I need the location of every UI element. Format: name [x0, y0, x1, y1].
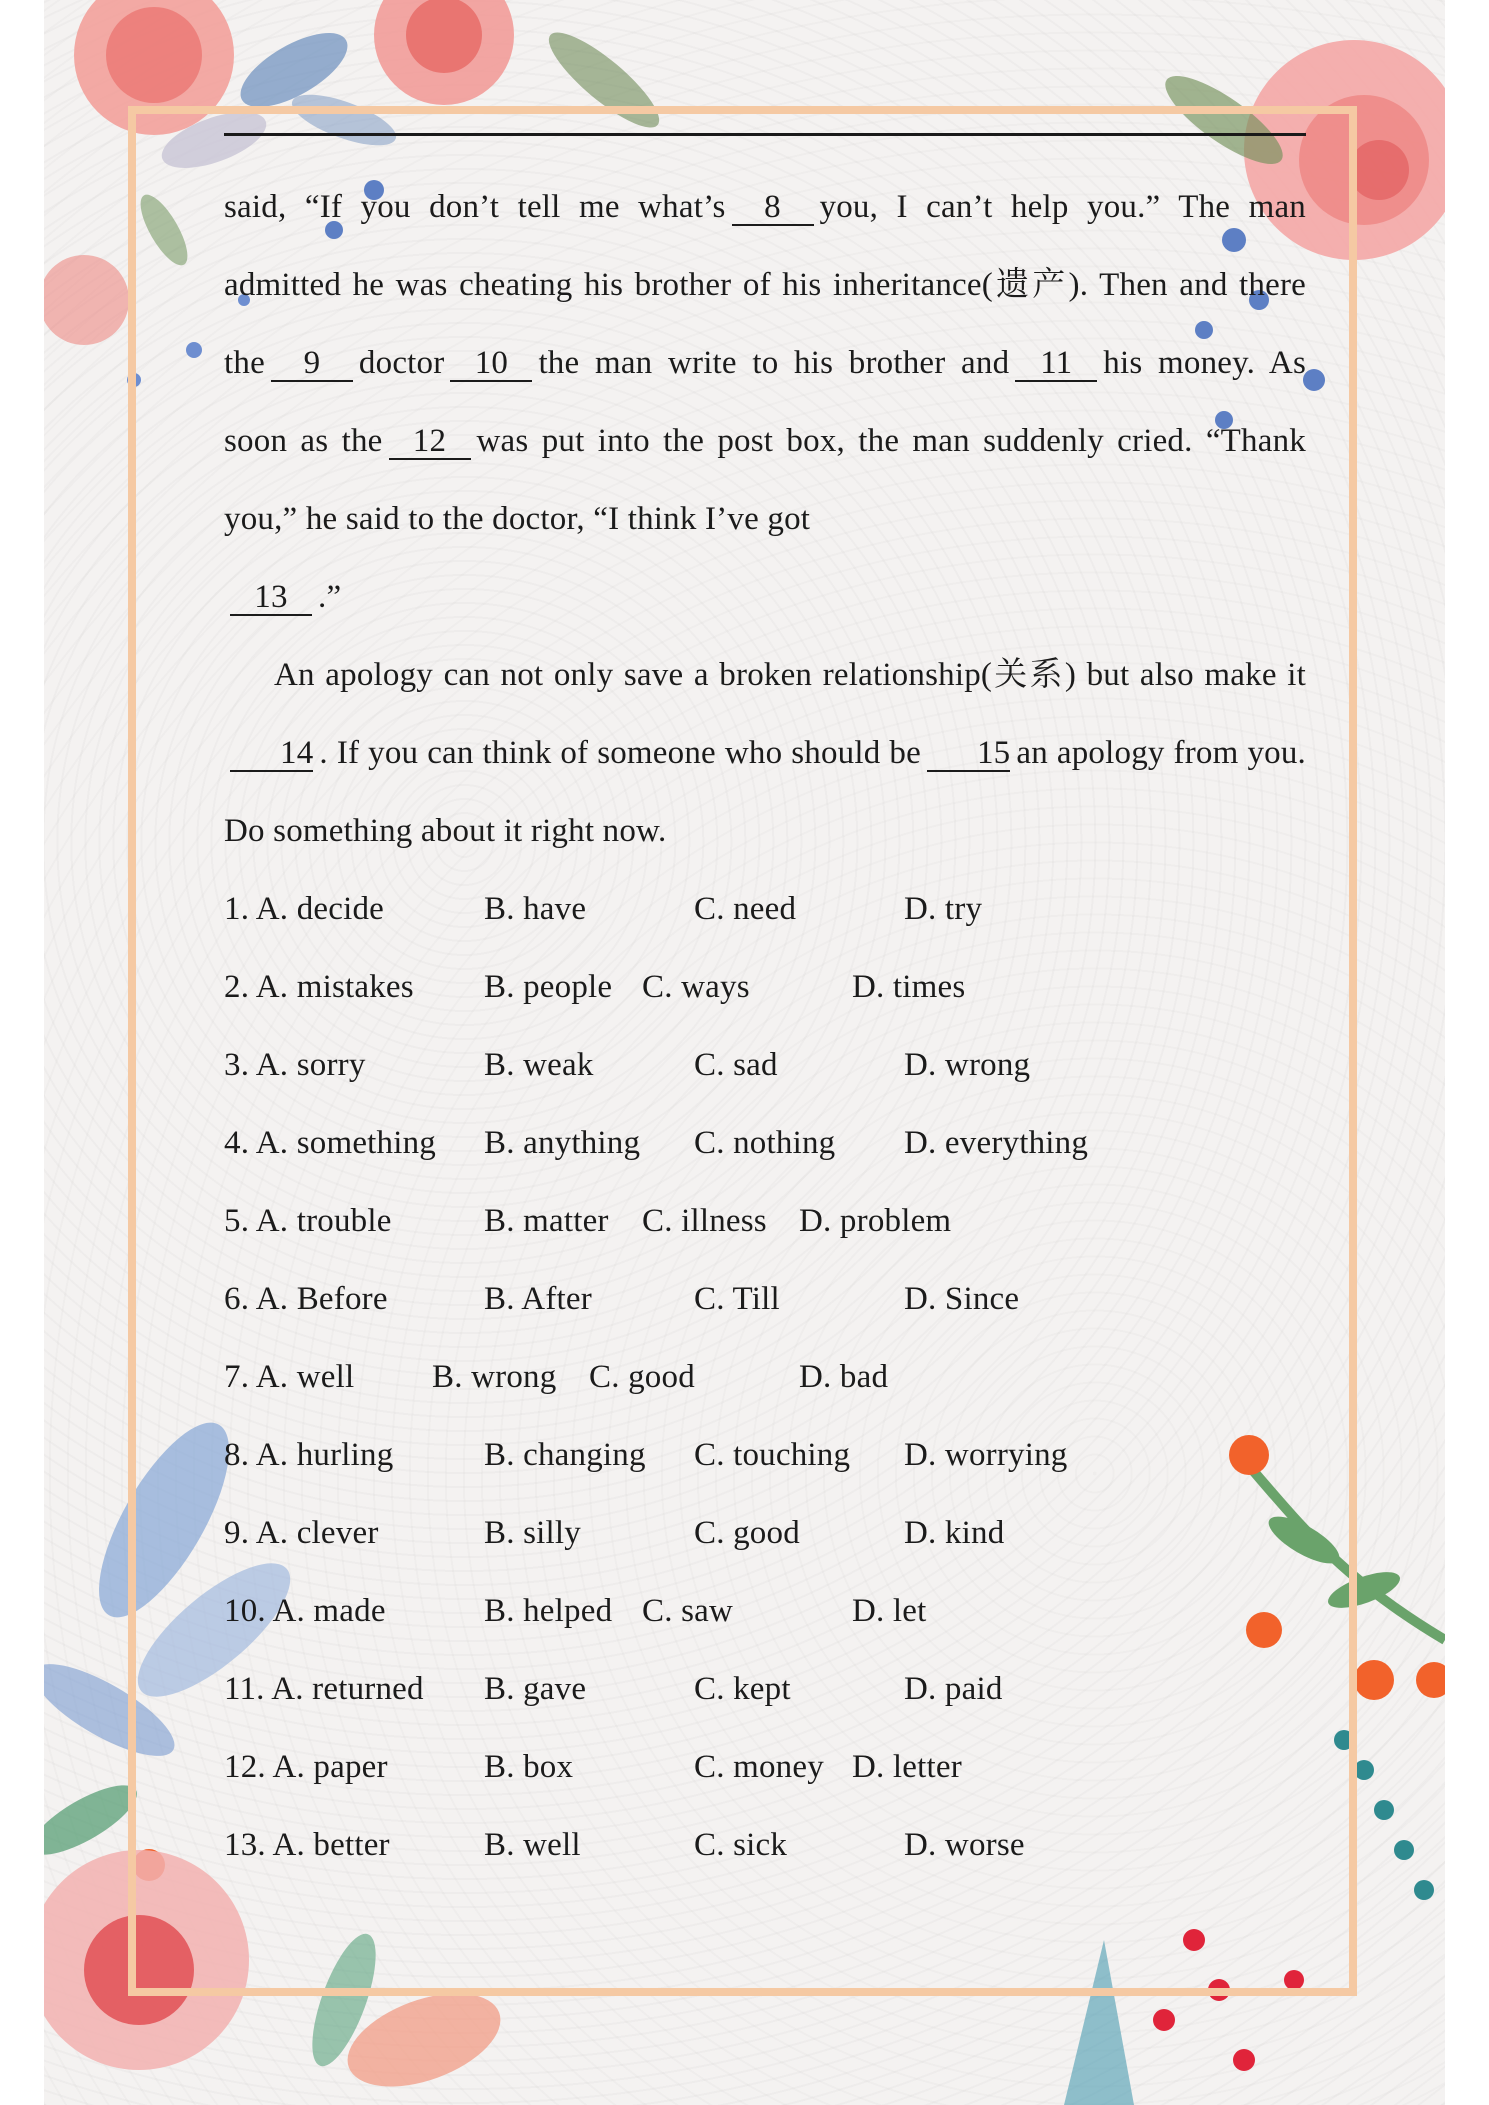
question-row [224, 1728, 1306, 1806]
option-c[interactable]: C. kept [694, 1671, 791, 1707]
option-b[interactable]: B. box [484, 1749, 574, 1785]
answer-options [224, 870, 1306, 1884]
option-b[interactable]: B. matter [484, 1203, 609, 1239]
option-d[interactable]: D. worrying [904, 1437, 1068, 1473]
option-d[interactable]: D. let [852, 1593, 927, 1629]
option-c[interactable]: C. Till [694, 1281, 780, 1317]
question-row [224, 870, 1306, 948]
option-a[interactable]: 9. A. clever [224, 1515, 379, 1551]
blank-9[interactable]: 9 [271, 346, 353, 382]
question-row [224, 1338, 1306, 1416]
option-d[interactable]: D. paid [904, 1671, 1003, 1707]
blank-15[interactable]: 15 [927, 736, 1010, 772]
option-c[interactable]: C. saw [642, 1593, 734, 1629]
option-b[interactable]: B. weak [484, 1047, 594, 1083]
option-d[interactable]: D. try [904, 891, 983, 927]
option-d[interactable]: D. worse [904, 1827, 1025, 1863]
option-d[interactable]: D. times [852, 969, 966, 1005]
blank-13[interactable]: 13 [230, 580, 312, 616]
option-b[interactable]: B. helped [484, 1593, 613, 1629]
option-a[interactable]: 10. A. made [224, 1593, 386, 1629]
passage-paragraph-1: said, “If you don’t tell me what’s 8 you, I can’t help you.” The man admitted he was cheating his brother of his inheritance(遗产). Then and there the 9 doctor 10 the man write to his brother and 11 his money. As soon as the 12 was put into the post box, the man suddenly cried. “Thank you,” he said to the doctor, “I think I’ve got 13 .” [224, 189, 1306, 615]
option-c[interactable]: C. need [694, 891, 797, 927]
option-b[interactable]: B. people [484, 969, 613, 1005]
option-c[interactable]: C. good [589, 1359, 695, 1395]
option-c[interactable]: C. touching [694, 1437, 851, 1473]
option-a[interactable]: 5. A. trouble [224, 1203, 392, 1239]
option-c[interactable]: C. money [694, 1749, 824, 1785]
passage-paragraph-2: An apology can not only save a broken relationship(关系) but also make it14 . If you can think of someone who should be 15 an apology from you. Do something about it right now. [224, 657, 1307, 849]
option-a[interactable]: 2. A. mistakes [224, 969, 414, 1005]
page [44, 0, 1445, 2105]
option-a[interactable]: 13. A. better [224, 1827, 390, 1863]
option-a[interactable]: 8. A. hurling [224, 1437, 394, 1473]
option-d[interactable]: D. problem [799, 1203, 952, 1239]
option-d[interactable]: D. bad [799, 1359, 889, 1395]
question-row [224, 1494, 1306, 1572]
option-b[interactable]: B. anything [484, 1125, 641, 1161]
option-d[interactable]: D. Since [904, 1281, 1020, 1317]
question-row [224, 1026, 1306, 1104]
option-b[interactable]: B. changing [484, 1437, 646, 1473]
option-d[interactable]: D. everything [904, 1125, 1089, 1161]
option-b[interactable]: B. silly [484, 1515, 581, 1551]
option-d[interactable]: D. kind [904, 1515, 1005, 1551]
question-row [224, 1260, 1306, 1338]
blank-8[interactable]: 8 [732, 190, 814, 226]
blank-12[interactable]: 12 [389, 424, 471, 460]
option-a[interactable]: 6. A. Before [224, 1281, 388, 1317]
option-a[interactable]: 7. A. well [224, 1359, 355, 1395]
blank-11[interactable]: 11 [1015, 346, 1097, 382]
question-row [224, 1806, 1306, 1884]
blank-14[interactable]: 14 [230, 736, 313, 772]
option-b[interactable]: B. gave [484, 1671, 587, 1707]
option-c[interactable]: C. sick [694, 1827, 788, 1863]
option-b[interactable]: B. After [484, 1281, 592, 1317]
question-row [224, 1572, 1306, 1650]
option-a[interactable]: 12. A. paper [224, 1749, 388, 1785]
option-c[interactable]: C. nothing [694, 1125, 836, 1161]
option-d[interactable]: D. wrong [904, 1047, 1031, 1083]
question-row [224, 1182, 1306, 1260]
question-row [224, 1650, 1306, 1728]
option-c[interactable]: C. good [694, 1515, 800, 1551]
question-row [224, 1416, 1306, 1494]
option-c[interactable]: C. illness [642, 1203, 767, 1239]
header-rule [224, 133, 1306, 136]
option-a[interactable]: 11. A. returned [224, 1671, 424, 1707]
option-b[interactable]: B. wrong [432, 1359, 557, 1395]
blank-10[interactable]: 10 [450, 346, 532, 382]
exam-content [224, 168, 1306, 1884]
option-a[interactable]: 1. A. decide [224, 891, 385, 927]
option-a[interactable]: 3. A. sorry [224, 1047, 366, 1083]
option-c[interactable]: C. ways [642, 969, 750, 1005]
option-b[interactable]: B. well [484, 1827, 581, 1863]
question-row [224, 1104, 1306, 1182]
option-c[interactable]: C. sad [694, 1047, 778, 1083]
option-a[interactable]: 4. A. something [224, 1125, 437, 1161]
option-d[interactable]: D. letter [852, 1749, 962, 1785]
option-b[interactable]: B. have [484, 891, 587, 927]
question-row [224, 948, 1306, 1026]
